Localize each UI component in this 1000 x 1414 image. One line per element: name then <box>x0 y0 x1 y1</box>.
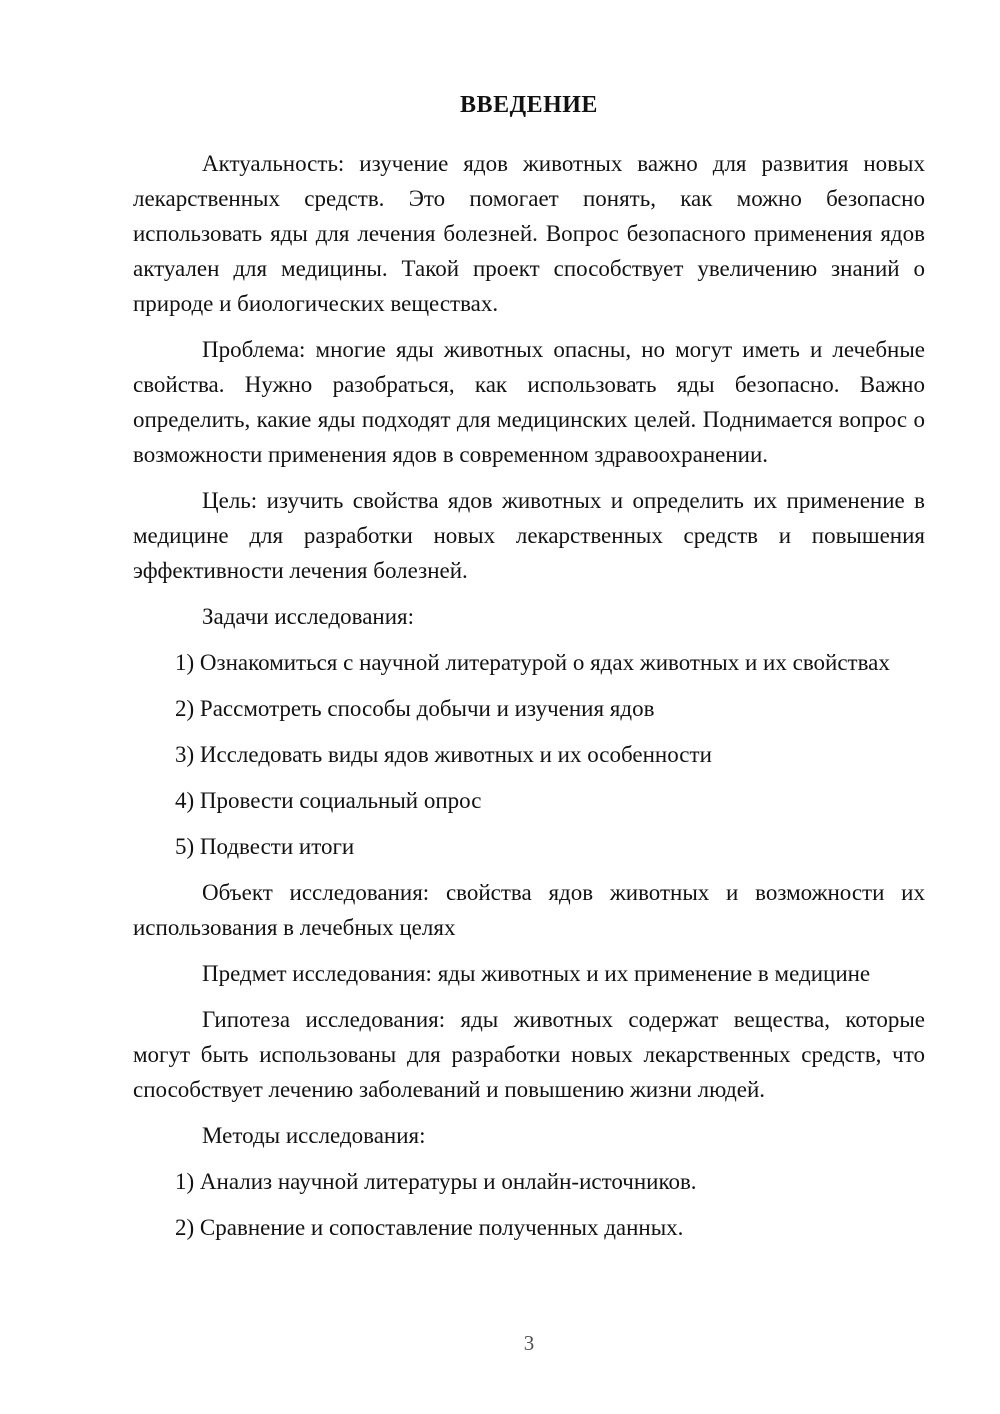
method-list-item-1: 1) Анализ научной литературы и онлайн-источников. <box>175 1169 697 1194</box>
document-content <box>133 88 925 1256</box>
task-list-item-4: 4) Провести социальный опрос <box>175 788 482 813</box>
task-list-item-3: 3) Исследовать виды ядов животных и их особенности <box>175 742 712 767</box>
section-title: ВВЕДЕНИЕ <box>460 92 598 118</box>
paragraph-hypothesis: Гипотеза исследования: яды животных содержат вещества, которые могут быть использованы для разработки новых лекарственных средств, что способствует лечению заболеваний и повышению жизни людей. <box>133 1007 925 1102</box>
task-list-item-2: 2) Рассмотреть способы добычи и изучения ядов <box>175 696 655 721</box>
method-list-item-2: 2) Сравнение и сопоставление полученных данных. <box>175 1215 684 1240</box>
paragraph-subject: Предмет исследования: яды животных и их применение в медицине <box>202 961 871 986</box>
paragraph-methods-heading: Методы исследования: <box>202 1123 426 1148</box>
paragraph-tasks-heading: Задачи исследования: <box>202 604 415 629</box>
paragraph-problem: Проблема: многие яды животных опасны, но могут иметь и лечебные свойства. Нужно разобраться, как использовать яды безопасно. Важно определить, какие яды подходят для медицинских целей. Поднимается вопрос о возможности применения ядов в современном здравоохранении. <box>133 337 925 467</box>
task-list-item-5: 5) Подвести итоги <box>175 834 355 859</box>
task-list-item-1: 1) Ознакомиться с научной литературой о ядах животных и их свойствах <box>175 650 890 675</box>
page-number: 3 <box>523 1331 535 1355</box>
paragraph-goal: Цель: изучить свойства ядов животных и определить их применение в медицине для разработки новых лекарственных средств и повышения эффективности лечения болезней. <box>133 488 925 583</box>
paragraph-object: Объект исследования: свойства ядов животных и возможности их использования в лечебных целях <box>133 880 925 940</box>
paragraph-relevance: Актуальность: изучение ядов животных важно для развития новых лекарственных средств. Это помогает понять, как можно безопасно использовать яды для лечения болезней. Вопрос безопасного применения ядов актуален для медицины. Такой проект способствует увеличению знаний о природе и биологических веществах. <box>133 151 925 316</box>
